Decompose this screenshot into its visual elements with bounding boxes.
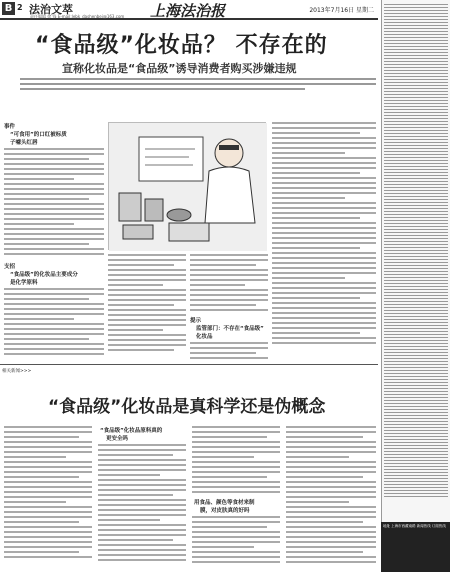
right-sidebar-text (381, 0, 450, 572)
middle-column-text (108, 254, 186, 354)
article2-col-3 (192, 426, 280, 496)
left-column-text-2 (4, 288, 104, 358)
section-number: 2 (17, 3, 23, 12)
main-headline: “食品级”化妆品？ 不存在的 (35, 33, 328, 58)
cartoon-illustration (108, 122, 266, 250)
subhead-regulator: 监管部门：不存在“食品级” (196, 326, 264, 332)
middle-column-text-2 (190, 254, 268, 314)
subhead-food-mask-2: 膜，对皮肤真的好吗 (200, 508, 250, 514)
section-badge: B (2, 2, 15, 15)
section-label-event: 事件 (4, 124, 16, 130)
article2-col-2 (98, 444, 186, 564)
editor-line: 责任编辑 徐 锋 E-mail:lebk_dashenbei@163.com (30, 14, 125, 19)
section-label-notice: 提示 (190, 318, 202, 324)
left-column-text (4, 148, 104, 258)
issue-date: 2013年7月16日 星期二 (309, 7, 374, 14)
sidebar-footer: 地址 上海市西藏南路 新闻热线 订阅热线 (381, 522, 450, 572)
lead-paragraph (20, 78, 376, 93)
subhead-ingredients: “食品级”的化妆品主要成分 (10, 272, 78, 278)
subhead-food-mask: 用食品、颜色等食材来制 (194, 500, 255, 506)
main-subheadline: 宣称化妆品是“食品级”诱导消费者购买涉嫌违规 (62, 62, 297, 75)
article2-col-1 (4, 426, 92, 561)
middle-column-text-3 (190, 342, 268, 362)
right-text-column (272, 122, 376, 347)
subhead-lipstick: “可食用”的口红被标质 (10, 132, 67, 138)
subhead-safer: “食品级”化妆品原料真的 (100, 428, 163, 434)
second-headline: “食品级”化妆品是真科学还是伪概念 (48, 397, 326, 417)
article2-col-4 (286, 426, 376, 566)
scientist-cartoon-icon (109, 123, 267, 251)
section-title: 法治文萃 (29, 3, 73, 16)
subhead-ingredients-2: 是化学原料 (10, 280, 38, 286)
subhead-regulator-2: 化妆品 (196, 334, 213, 340)
related-news-label: 相关新闻>>> (2, 369, 32, 374)
article2-col-3b (192, 516, 280, 566)
section-divider (0, 364, 378, 365)
subhead-lipstick-2: 子噱头红唇 (10, 140, 38, 146)
subhead-safer-2: 更安全吗 (106, 436, 129, 442)
masthead: 上海法治报 (150, 2, 226, 20)
section-label-tip: 支招 (4, 264, 16, 270)
